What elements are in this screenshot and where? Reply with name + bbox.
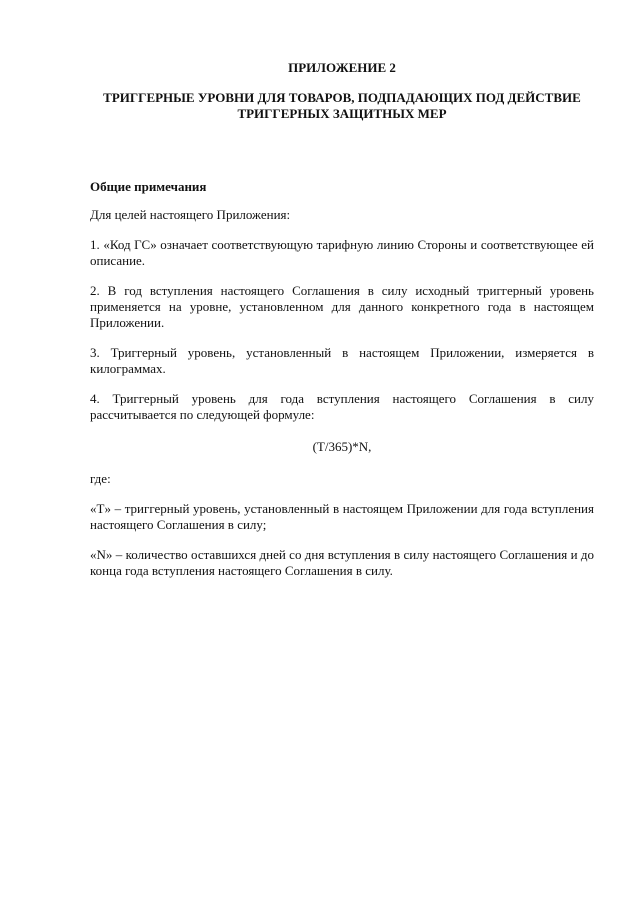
where-label: где: — [90, 471, 111, 486]
definition-n: «N» – количество оставшихся дней со дня вступления в силу настоящего Соглашения и до конца года вступления настоящего Соглашения в силу. — [90, 547, 594, 578]
note-3: 3. Триггерный уровень, установленный в настоящем Приложении, измеряется в килограммах. — [90, 345, 594, 376]
definition-t: «T» – триггерный уровень, установленный в настоящем Приложении для года вступления настоящего Соглашения в силу; — [90, 501, 594, 532]
intro-paragraph: Для целей настоящего Приложения: — [90, 207, 291, 222]
formula: (T/365)*N, — [312, 439, 372, 454]
document-title: ТРИГГЕРНЫЕ УРОВНИ ДЛЯ ТОВАРОВ, ПОДПАДАЮЩИХ ПОД ДЕЙСТВИЕ ТРИГГЕРНЫХ ЗАЩИТНЫХ МЕР — [103, 90, 581, 121]
note-4: 4. Триггерный уровень для года вступления настоящего Соглашения в силу рассчитывается по следующей формуле: — [90, 391, 594, 422]
note-2: 2. В год вступления настоящего Соглашения в силу исходный триггерный уровень применяется на уровне, установленном для данного конкретного года в настоящем Приложении. — [90, 283, 594, 330]
appendix-title: ПРИЛОЖЕНИЕ 2 — [288, 60, 396, 75]
note-1: 1. «Код ГС» означает соответствующую тарифную линию Стороны и соответствующее ей описание. — [90, 237, 594, 268]
section-heading: Общие примечания — [90, 179, 207, 194]
document-body — [90, 60, 594, 579]
